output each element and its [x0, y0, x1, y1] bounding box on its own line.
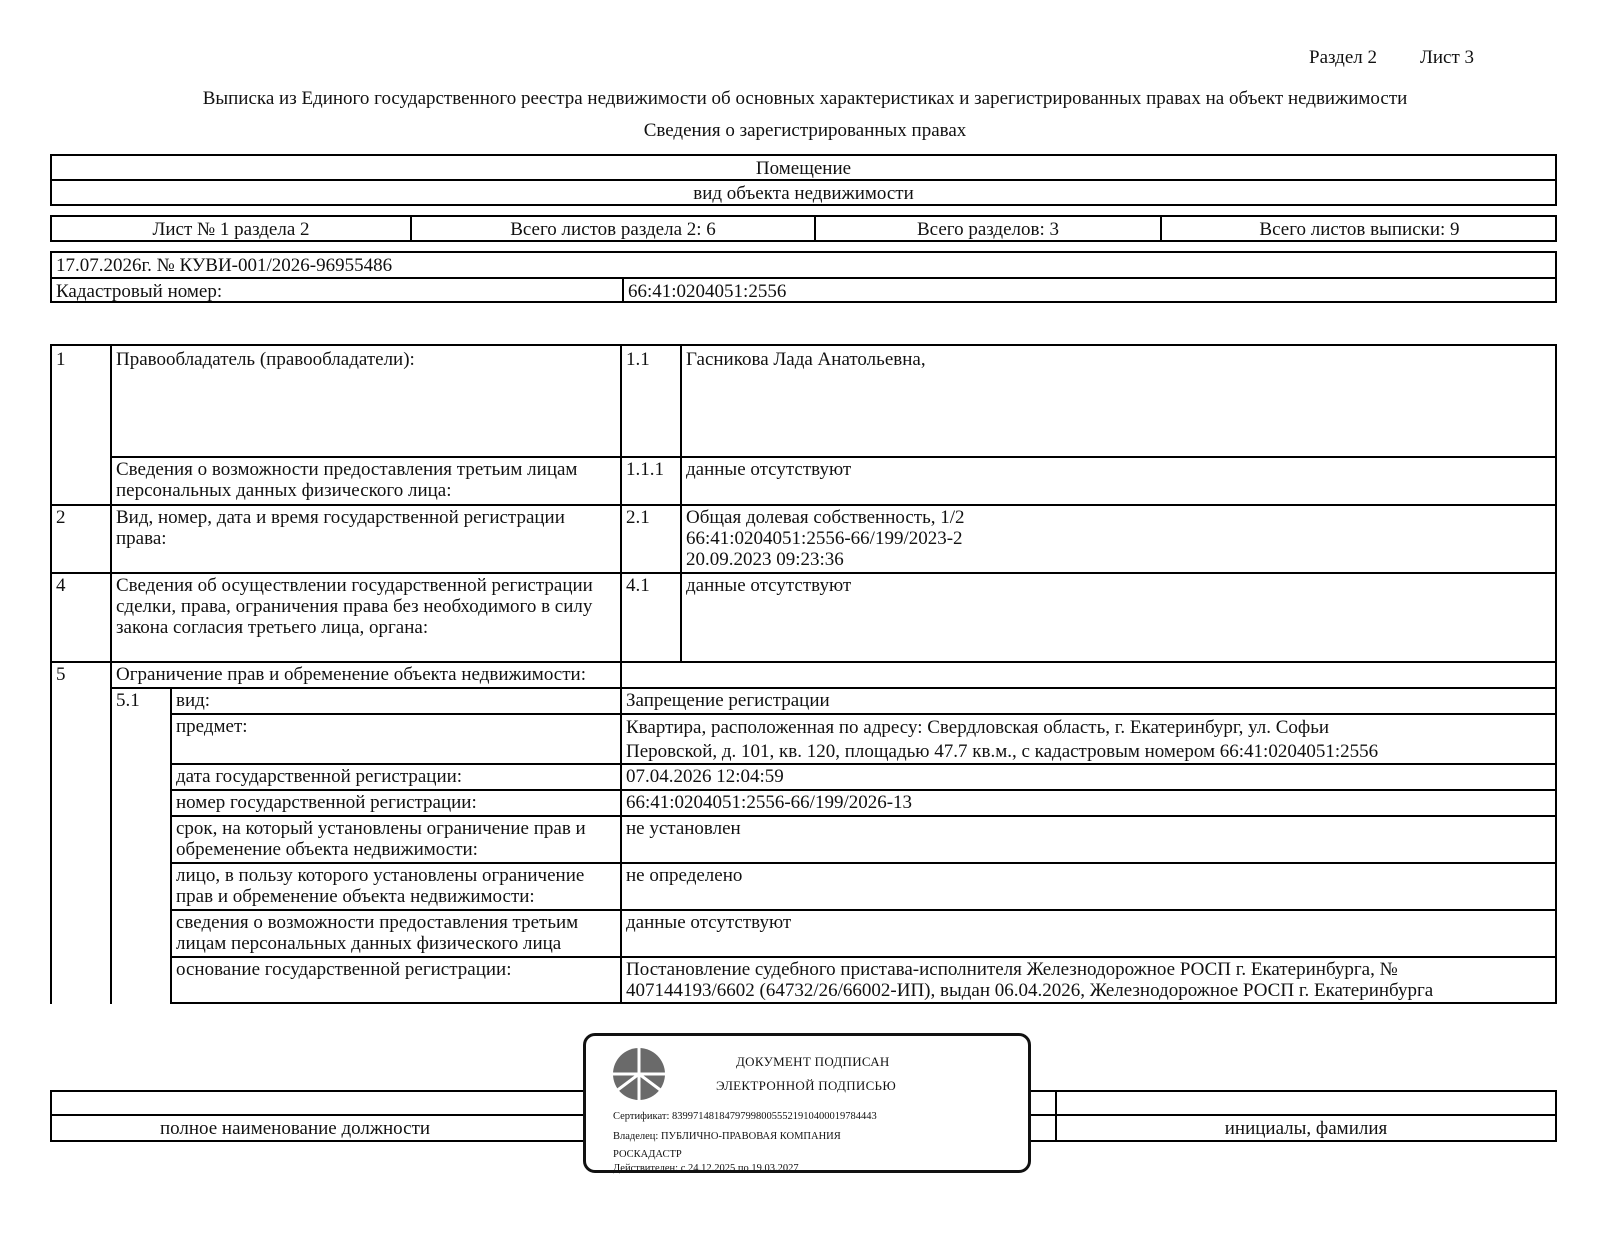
name-caption: инициалы, фамилия: [1224, 1118, 1388, 1139]
stamp-line-1: ДОКУМЕНТ ПОДПИСАН: [736, 1054, 890, 1069]
section-number: Раздел 2: [1309, 47, 1377, 68]
registration-datetime: 20.09.2023 09:23:36: [686, 549, 844, 570]
sheets-info-box: [50, 215, 1557, 242]
enc-basis-label: основание государственной регистрации:: [176, 959, 512, 980]
extract-date-number: 17.07.2026г. № КУВИ-001/2026-96955486: [56, 255, 393, 276]
position-caption: полное наименование должности: [159, 1118, 431, 1139]
enc-basis-value: Постановление судебного пристава-исполнителя Железнодорожное РОСП г. Екатеринбурга, № 407144193/6602 (64732/26/66002-ИП), выдан 06.04.2026, Железнодорожное РОСП г. Екатеринбурга: [626, 959, 1434, 1001]
stamp-owner: Владелец: ПУБЛИЧНО-ПРАВОВАЯ КОМПАНИЯ: [613, 1131, 841, 1142]
enc-beneficiary-value: не определено: [626, 865, 743, 886]
registration-number: 66:41:0204051:2556-66/199/2023-2: [686, 528, 963, 549]
cadastral-number: 66:41:0204051:2556: [628, 281, 787, 302]
enc-reg-number-value: 66:41:0204051:2556-66/199/2026-13: [626, 792, 913, 813]
enc-subject-label: предмет:: [176, 716, 248, 737]
personal-data-subnumber: 1.1.1: [626, 459, 664, 480]
enc-personal-data-label: сведения о возможности предоставления третьим лицам персональных данных физического лица: [176, 912, 579, 954]
stamp-validity: Действителен: с 24.12.2025 по 19.03.2027: [613, 1163, 799, 1174]
enc-personal-data-value: данные отсутствуют: [626, 912, 792, 933]
row-2-number: 2: [56, 507, 66, 528]
encumbrance-subnumber: 5.1: [116, 690, 140, 711]
registration-subnumber: 2.1: [626, 507, 650, 528]
section-sheets-total: Всего листов раздела 2: 6: [510, 219, 716, 240]
consent-label: Сведения об осуществлении государственной регистрации сделки, права, ограничения права без необходимого в силу закона согласия третьего лица, органа:: [116, 575, 593, 638]
stamp-owner-name: РОСКАДАСТР: [613, 1149, 682, 1160]
personal-data-label: Сведения о возможности предоставления третьим лицам персональных данных физического лица:: [116, 459, 578, 501]
document-subtitle: Сведения о зарегистрированных правах: [643, 120, 967, 141]
roskadastr-logo-icon: [611, 1046, 667, 1102]
enc-type-label: вид:: [176, 690, 211, 711]
object-type-caption: вид объекта недвижимости: [693, 183, 914, 204]
enc-type-value: Запрещение регистрации: [626, 690, 830, 711]
consent-value: данные отсутствуют: [686, 575, 852, 596]
enc-reg-date-label: дата государственной регистрации:: [176, 766, 463, 787]
row-4-number: 4: [56, 575, 66, 596]
stamp-certificate: Сертификат: 839971481847979980055521910400019784443: [613, 1111, 877, 1122]
enc-subject-value: Квартира, расположенная по адресу: Свердловская область, г. Екатеринбург, ул. Софьи Перовской, д. 101, кв. 120, площадью 47.7 кв.м., с кадастровым номером 66:41:0204051:2556: [626, 717, 1379, 762]
cadastral-label: Кадастровый номер:: [56, 281, 223, 302]
consent-subnumber: 4.1: [626, 575, 650, 596]
row-5-number: 5: [56, 664, 66, 685]
extract-sheets-total: Всего листов выписки: 9: [1259, 219, 1460, 240]
document-title: Выписка из Единого государственного реестра недвижимости об основных характеристиках и зарегистрированных правах на объект недвижимости: [202, 88, 1408, 109]
enc-beneficiary-label: лицо, в пользу которого установлены ограничение прав и обременение объекта недвижимости:: [176, 865, 585, 907]
rights-table: [50, 344, 1557, 1004]
rightholder-name: Гасникова Лада Анатольевна,: [686, 349, 926, 370]
object-type-box: [50, 154, 1557, 206]
cadastral-box: [50, 251, 1557, 303]
personal-data-value: данные отсутствуют: [686, 459, 852, 480]
sections-total: Всего разделов: 3: [916, 219, 1060, 240]
enc-term-value: не установлен: [626, 818, 741, 839]
object-type: Помещение: [755, 158, 852, 179]
enc-reg-number-label: номер государственной регистрации:: [176, 792, 477, 813]
rightholder-label: Правообладатель (правообладатели):: [116, 349, 415, 370]
row-1-number: 1: [56, 349, 66, 370]
registration-right-type: Общая долевая собственность, 1/2: [686, 507, 965, 528]
registration-type-label: Вид, номер, дата и время государственной регистрации права:: [116, 507, 565, 549]
enc-reg-date-value: 07.04.2026 12:04:59: [626, 766, 784, 787]
sheet-of-section: Лист № 1 раздела 2: [152, 219, 310, 240]
encumbrance-label: Ограничение прав и обременение объекта недвижимости:: [116, 664, 586, 685]
rightholder-subnumber: 1.1: [626, 349, 650, 370]
stamp-line-2: ЭЛЕКТРОННОЙ ПОДПИСЬЮ: [716, 1078, 896, 1093]
sheet-number: Лист 3: [1420, 47, 1475, 68]
e-signature-stamp: [583, 1033, 1031, 1173]
enc-term-label: срок, на который установлены ограничение прав и обременение объекта недвижимости:: [176, 818, 586, 860]
